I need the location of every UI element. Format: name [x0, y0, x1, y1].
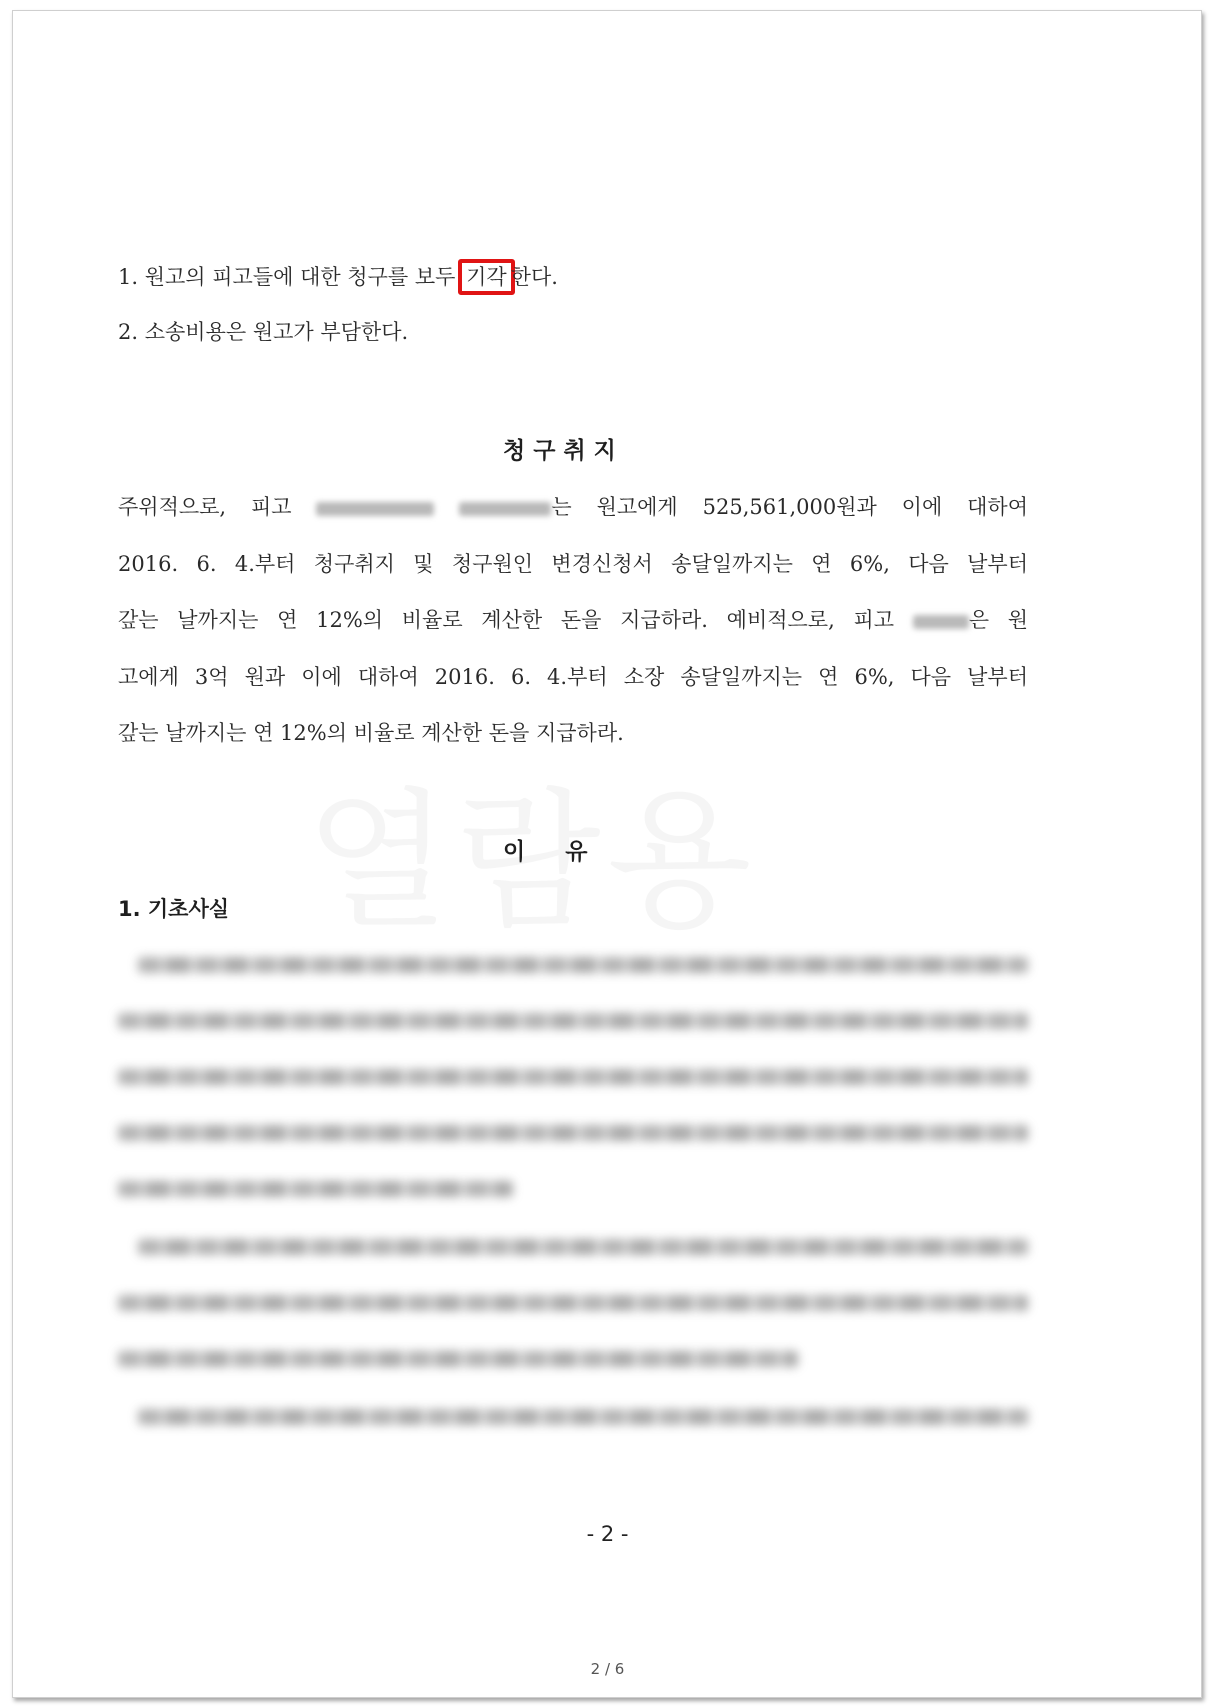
page-number: - 2 -	[586, 1522, 629, 1546]
redacted-name	[459, 502, 551, 516]
claim-line-3-before: 갚는 날까지는 연 12%의 비율로 계산한 돈을 지급하라. 예비적으로, 피고	[118, 608, 913, 632]
claim-heading: 청 구 취 지	[503, 438, 616, 464]
claim-line-1	[118, 492, 1028, 522]
reason-heading: 이 유	[503, 839, 588, 865]
claim-line-3	[118, 605, 1028, 635]
section-heading-basic-facts: 1. 기초사실	[118, 897, 230, 921]
blurred-text-line	[118, 1125, 1028, 1141]
page-indicator: 2 / 6	[590, 1660, 625, 1678]
blurred-text-line	[138, 1409, 1028, 1425]
claim-line-2: 2016. 6. 4.부터 청구취지 및 청구원인 변경신청서 송달일까지는 연 6%, 다음 날부터	[118, 552, 1028, 576]
claim-line-4: 고에게 3억 원과 이에 대하여 2016. 6. 4.부터 소장 송달일까지는 연 6%, 다음 날부터	[118, 665, 1028, 689]
order-item-1-text-before: 1. 원고의 피고들에 대한 청구를 보두	[118, 265, 463, 289]
claim-line-3-after: 은 원	[968, 608, 1029, 632]
blurred-text-line	[138, 1239, 1028, 1255]
order-item-1	[118, 262, 558, 292]
blurred-text-line	[118, 1181, 513, 1197]
blurred-text-line	[118, 1351, 798, 1367]
claim-line-5: 갚는 날까지는 연 12%의 비율로 계산한 돈을 지급하라.	[118, 721, 624, 745]
blurred-text-line	[138, 957, 1028, 973]
blurred-text-line	[118, 1069, 1028, 1085]
highlighted-term: 기각	[458, 259, 515, 295]
claim-line-1-after: 는 원고에게 525,561,000원과 이에 대하여	[551, 495, 1029, 519]
redacted-name	[913, 615, 969, 629]
blurred-text-line	[118, 1013, 1028, 1029]
claim-line-1-before: 주위적으로, 피고	[118, 495, 317, 519]
order-item-1-text-after: 한다.	[510, 265, 558, 289]
redacted-name	[316, 502, 434, 516]
order-item-2: 2. 소송비용은 원고가 부담한다.	[118, 320, 409, 344]
blurred-text-line	[118, 1295, 1028, 1311]
